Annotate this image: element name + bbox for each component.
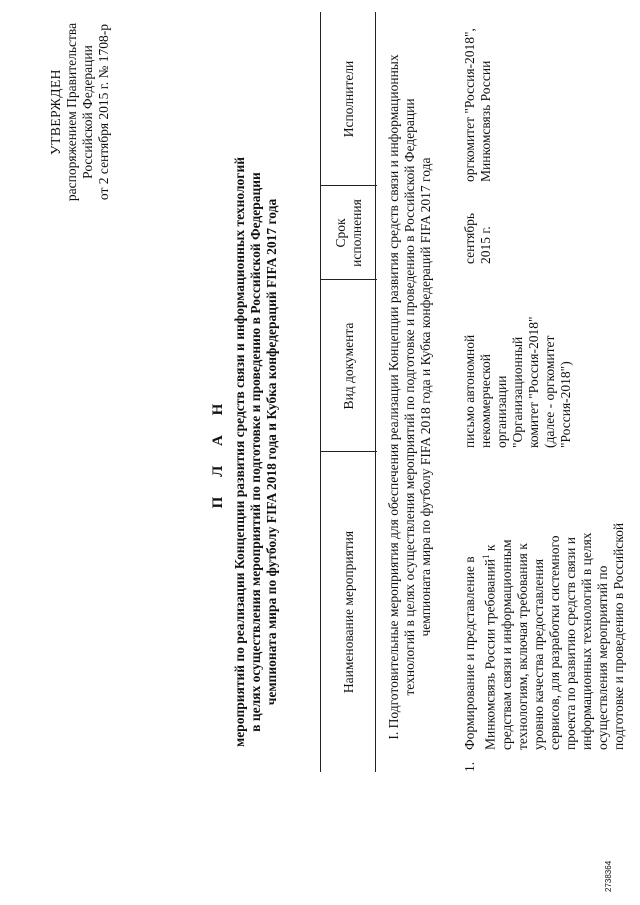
document-title: П Л А Н: [210, 395, 226, 509]
row-term: сентябрь 2015 г.: [462, 212, 493, 264]
subtitle-line-3: чемпионата мира по футболу FIFA 2018 года и Кубка конфедераций FIFA 2017 года: [264, 198, 279, 706]
row-executors: оргкомитет "Россия-2018", Минкомсвязь России: [462, 28, 493, 182]
section-line-3: чемпионата мира по футболу FIFA 2018 года и Кубка конфедераций FIFA 2017 года: [418, 157, 433, 637]
row-name-text: Формирование и представление в Минкомсвязь России требований: [462, 556, 498, 750]
document-number: 2738364: [604, 860, 613, 892]
document-page: [20, 12, 626, 892]
column-header-term: Срок исполнения: [333, 199, 364, 267]
table-header: [320, 12, 376, 772]
row-doc-type: письмо автономной некоммерческой организации "Организационный комитет "Россия-2018" (далее - оргкомитет "Россия-2018"): [462, 316, 573, 448]
row-name: [462, 510, 627, 750]
footnote-marker: 1: [481, 554, 491, 560]
approval-line-1: распоряжением Правительства: [64, 22, 79, 202]
row-number: 1.: [462, 761, 477, 772]
approval-header: УТВЕРЖДЕН: [48, 69, 63, 155]
section-heading: [386, 12, 434, 782]
approval-stamp: [48, 12, 112, 212]
column-header-name: Наименование мероприятия: [341, 530, 356, 694]
section-line-2: технологий в целях осуществления мероприятий по подготовке и проведению в Российской Федерации: [402, 98, 417, 696]
document-subtitle: [232, 142, 280, 762]
column-header-doc: Вид документа: [341, 322, 356, 410]
subtitle-line-1: мероприятий по реализации Концепции развития средств связи и информационных технологий: [232, 157, 247, 747]
approval-line-2: Российской Федерации: [80, 45, 95, 179]
subtitle-line-2: в целях осуществления мероприятий по подготовке и проведению в Российской Федерации: [248, 172, 263, 732]
column-header-exec: Исполнители: [341, 60, 356, 138]
row-name-text-cont: к средствам связи и информационным технологиям, включая требования к уровню качества предоставления сервисов, для разработки системного проекта по развитию средств связи и информационных технологий в целях осуществления мероприятий по подготовке и проведению в Российской: [482, 522, 626, 750]
section-line-1: I. Подготовительные мероприятия для обеспечения реализации Концепции развития средств связи и информационных: [386, 54, 401, 740]
approval-line-3: от 2 сентября 2015 г. № 1708-р: [96, 23, 111, 201]
